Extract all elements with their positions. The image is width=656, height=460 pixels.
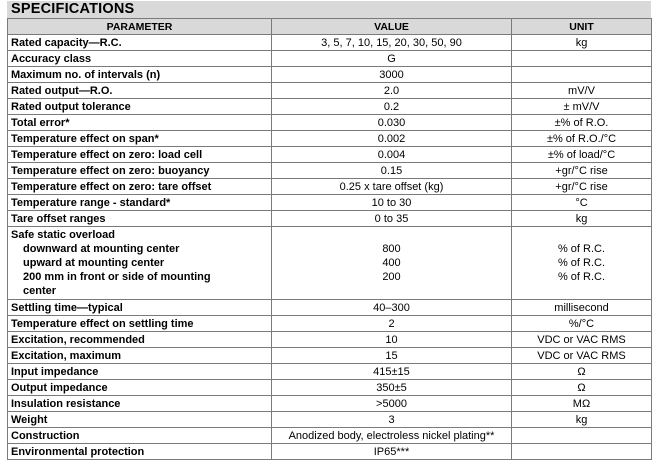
table-row [8,179,652,195]
table-row [8,348,652,364]
row-parameter: Tare offset ranges [8,211,272,227]
row-unit: Ω [512,364,652,380]
table-row [8,396,652,412]
table-row [8,428,652,444]
row-value: 2.0 [272,83,512,99]
row-value: 3, 5, 7, 10, 15, 20, 30, 50, 90 [272,35,512,51]
row-unit: +gr/°C rise [512,179,652,195]
row-unit: kg [512,211,652,227]
table-row [8,195,652,211]
row-value: 0.004 [272,147,512,163]
row-value: 350±5 [272,380,512,396]
row-parameter: Output impedance [8,380,272,396]
row-value: >5000 [272,396,512,412]
row-unit: ±% of R.O. [512,115,652,131]
overload-parameter [8,227,272,300]
row-unit [512,444,652,460]
row-parameter: Rated output tolerance [8,99,272,115]
overload-value-downward: 800 [382,243,401,255]
row-parameter: Temperature effect on settling time [8,316,272,332]
row-value: Anodized body, electroless nickel plating** [272,428,512,444]
row-unit: millisecond [512,300,652,316]
table-row [8,211,652,227]
row-unit: ± mV/V [512,99,652,115]
table-row [8,300,652,316]
row-unit: +gr/°C rise [512,163,652,179]
overload-row [8,227,652,300]
row-unit: ±% of load/°C [512,147,652,163]
row-value: G [272,51,512,67]
row-parameter: Settling time—typical [8,300,272,316]
row-parameter: Input impedance [8,364,272,380]
table-row [8,147,652,163]
row-value: 0.15 [272,163,512,179]
overload-unit-upward: % of R.C. [557,257,606,269]
row-value: 10 to 30 [272,195,512,211]
row-value: 0 to 35 [272,211,512,227]
row-parameter: Insulation resistance [8,396,272,412]
row-unit [512,428,652,444]
table-row [8,131,652,147]
row-parameter: Temperature effect on span* [8,131,272,147]
overload-line-front: 200 mm in front or side of mounting [23,271,211,283]
row-unit: °C [512,195,652,211]
table-header-row [8,19,652,35]
table-row [8,99,652,115]
table-row [8,332,652,348]
row-unit: VDC or VAC RMS [512,348,652,364]
overload-unit-front: % of R.C. [557,271,606,283]
row-unit: Ω [512,380,652,396]
row-value: 15 [272,348,512,364]
table-row [8,67,652,83]
row-parameter: Total error* [8,115,272,131]
row-unit [512,51,652,67]
overload-line-tail: center [23,285,57,297]
header-unit: UNIT [512,19,652,35]
header-value: VALUE [272,19,512,35]
section-title: SPECIFICATIONS [7,1,651,18]
row-parameter: Temperature effect on zero: load cell [8,147,272,163]
row-parameter: Weight [8,412,272,428]
row-value: 415±15 [272,364,512,380]
row-unit: mV/V [512,83,652,99]
table-row [8,412,652,428]
overload-values [272,227,512,300]
table-body [8,35,652,460]
overload-unit-downward: % of R.C. [557,243,606,255]
table-row [8,83,652,99]
table-row [8,444,652,460]
table-row [8,115,652,131]
row-value: 0.2 [272,99,512,115]
table-row [8,35,652,51]
row-parameter: Accuracy class [8,51,272,67]
header-parameter: PARAMETER [8,19,272,35]
table-row [8,380,652,396]
row-value: 2 [272,316,512,332]
table-row [8,364,652,380]
row-value: 3000 [272,67,512,83]
table-row [8,316,652,332]
table-row [8,163,652,179]
row-unit: %/°C [512,316,652,332]
row-value: 10 [272,332,512,348]
row-unit: kg [512,412,652,428]
table-row [8,51,652,67]
row-value: 40–300 [272,300,512,316]
row-value: 0.25 x tare offset (kg) [272,179,512,195]
row-parameter: Excitation, maximum [8,348,272,364]
row-value: 0.030 [272,115,512,131]
row-parameter: Construction [8,428,272,444]
spec-table [7,18,652,460]
overload-value-front: 200 [382,271,401,283]
row-parameter: Temperature effect on zero: buoyancy [8,163,272,179]
row-parameter: Temperature range - standard* [8,195,272,211]
row-parameter: Environmental protection [8,444,272,460]
row-value: IP65*** [272,444,512,460]
row-value: 3 [272,412,512,428]
row-unit: MΩ [512,396,652,412]
overload-value-upward: 400 [382,257,401,269]
overload-line-downward: downward at mounting center [23,243,180,255]
row-unit [512,67,652,83]
row-parameter: Rated capacity—R.C. [8,35,272,51]
row-unit: VDC or VAC RMS [512,332,652,348]
row-parameter: Rated output—R.O. [8,83,272,99]
row-unit: ±% of R.O./°C [512,131,652,147]
row-parameter: Excitation, recommended [8,332,272,348]
overload-line-upward: upward at mounting center [23,257,165,269]
overload-heading: Safe static overload [11,229,115,241]
row-parameter: Maximum no. of intervals (n) [8,67,272,83]
row-unit: kg [512,35,652,51]
overload-units [512,227,652,300]
row-parameter: Temperature effect on zero: tare offset [8,179,272,195]
row-value: 0.002 [272,131,512,147]
